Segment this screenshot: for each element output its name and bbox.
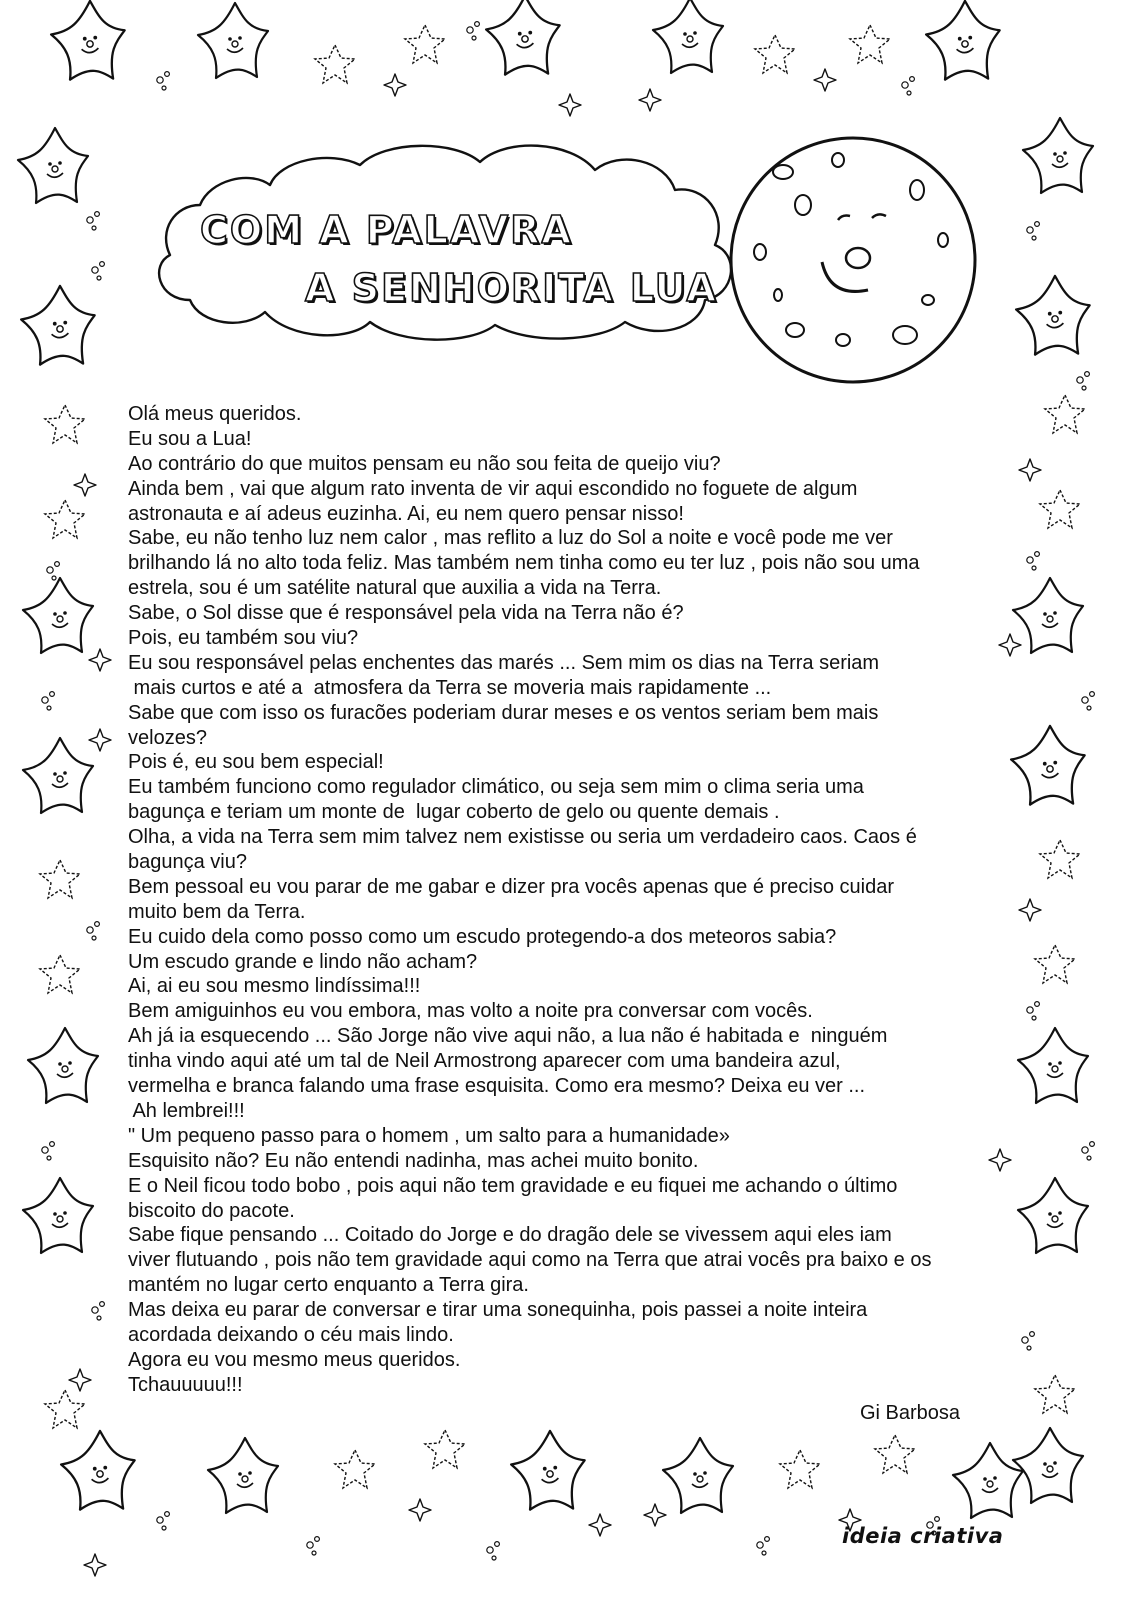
sparkle-icon xyxy=(74,474,96,496)
letter-line: Sabe, eu não tenho luz nem calor , mas reflito a luz do Sol a noite e você pode me ver xyxy=(128,527,893,550)
title-line-1: COM A PALAVRA xyxy=(200,208,573,252)
sparkle-icon xyxy=(89,649,111,671)
bubble-dots-icon xyxy=(1027,222,1040,240)
bubble-dots-icon xyxy=(47,562,60,580)
dashed-star-icon xyxy=(335,1450,375,1488)
smiling-star-icon xyxy=(511,1431,585,1510)
bubble-dots-icon xyxy=(902,77,915,95)
letter-line: Pois é, eu sou bem especial! xyxy=(128,751,384,774)
letter-line: Ao contrário do que muitos pensam eu não sou feita de queijo viu? xyxy=(128,452,721,475)
dashed-star-icon xyxy=(40,860,80,898)
smiling-star-icon xyxy=(18,128,88,203)
smiling-star-icon xyxy=(198,3,268,78)
bubble-dots-icon xyxy=(1082,692,1095,710)
letter-line: velozes? xyxy=(128,726,207,749)
smiling-star-icon xyxy=(28,1028,98,1103)
letter-line: bagunça e teriam um monte de lugar coberto de gelo ou quente demais . xyxy=(128,801,780,824)
dashed-star-icon xyxy=(405,25,445,63)
dashed-star-icon xyxy=(850,25,890,63)
smiling-star-icon xyxy=(926,1,1000,80)
letter-line: Ah lembrei!!! xyxy=(128,1099,245,1122)
letter-line: Eu cuido dela como posso como um escudo protegendo-a dos meteoros sabia? xyxy=(128,925,837,948)
letter-line: Tchauuuuu!!! xyxy=(128,1373,243,1396)
letter-line: Olha, a vida na Terra sem mim talvez nem existisse ou seria um verdadeiro caos. Caos é xyxy=(128,826,917,849)
dashed-star-icon xyxy=(1040,490,1080,528)
dashed-star-icon xyxy=(1045,395,1085,433)
smiling-star-icon xyxy=(653,0,723,73)
dashed-star-icon xyxy=(40,955,80,993)
letter-line: Eu também funciono como regulador climático, ou seja sem mim o clima seria uma xyxy=(128,776,864,799)
letter-line: Esquisito não? Eu não entendi nadinha, mas achei muito bonito. xyxy=(128,1149,699,1172)
letter-line: Um escudo grande e lindo não acham? xyxy=(128,950,478,973)
dashed-star-icon xyxy=(780,1450,820,1488)
letter-line: Eu sou a Lua! xyxy=(128,427,252,450)
sparkle-icon xyxy=(639,89,661,111)
letter-line: mantém no lugar certo enquanto a Terra gira. xyxy=(128,1274,529,1297)
dashed-star-icon xyxy=(875,1435,915,1473)
dashed-star-icon xyxy=(425,1430,465,1468)
letter-line: Pois, eu também sou viu? xyxy=(128,627,359,650)
letter-line: brilhando lá no alto toda feliz. Mas também nem tinha como eu ter luz , pois não sou uma xyxy=(128,552,920,575)
letter-line: Sabe fique pensando ... Coitado do Jorge e do dragão dele se vivessem aqui eles iam xyxy=(128,1224,892,1247)
letter-line: Ah já ia esquecendo ... São Jorge não vive aqui não, a lua não é habitada e ninguém xyxy=(128,1025,888,1048)
letter-line: biscoito do pacote. xyxy=(128,1199,295,1222)
letter-line: tinha vindo aqui até um tal de Neil Armostrong aparecer com uma bandeira azul, xyxy=(128,1050,841,1073)
bubble-dots-icon xyxy=(157,72,170,90)
letter-line: Eu sou responsável pelas enchentes das marés ... Sem mim os dias na Terra seriam xyxy=(128,651,880,674)
bubble-dots-icon xyxy=(757,1537,770,1555)
dashed-star-icon xyxy=(45,500,85,538)
letter-line: Olá meus queridos. xyxy=(128,403,302,425)
letter-line: bagunça viu? xyxy=(128,851,247,874)
letter-line: Ainda bem , vai que algum rato inventa de vir aqui escondido no foguete de algum xyxy=(128,477,858,500)
smiling-star-icon xyxy=(1023,118,1093,193)
bubble-dots-icon xyxy=(487,1542,500,1560)
sparkle-icon xyxy=(84,1554,106,1576)
letter-body xyxy=(128,402,1033,1398)
sparkle-icon xyxy=(814,69,836,91)
letter-line: Mas deixa eu parar de conversar e tirar uma sonequinha, pois passei a noite inteira xyxy=(128,1299,868,1322)
bubble-dots-icon xyxy=(87,922,100,940)
bubble-dots-icon xyxy=(92,262,105,280)
letter-line: Agora eu vou mesmo meus queridos. xyxy=(128,1348,461,1371)
sparkle-icon xyxy=(384,74,406,96)
smiling-star-icon xyxy=(1016,276,1090,355)
bubble-dots-icon xyxy=(467,22,480,40)
letter-line: vermelha e branca falando uma frase esquisita. Como era mesmo? Deixa eu ver ... xyxy=(128,1075,866,1098)
bubble-dots-icon xyxy=(42,1142,55,1160)
smiling-star-icon xyxy=(23,578,93,653)
dashed-star-icon xyxy=(1035,1375,1075,1413)
smiling-moon-icon xyxy=(731,138,975,382)
letter-line: astronauta e aí adeus euzinha. Ai, eu nem quero pensar nisso! xyxy=(128,502,684,525)
dashed-star-icon xyxy=(1040,840,1080,878)
smiling-star-icon xyxy=(23,1178,93,1253)
letter-line: " Um pequeno passo para o homem , um salto para a humanidade» xyxy=(128,1124,730,1147)
bubble-dots-icon xyxy=(92,1302,105,1320)
letter-line: Bem pessoal eu vou parar de me gabar e dizer pra vocês apenas que é preciso cuidar xyxy=(128,875,895,898)
title-line-2: A SENHORITA LUA xyxy=(305,266,718,310)
dashed-star-icon xyxy=(45,1390,85,1428)
letter-line: muito bem da Terra. xyxy=(128,900,306,923)
letter-line: Ai, ai eu sou mesmo lindíssima!!! xyxy=(128,975,421,998)
sparkle-icon xyxy=(409,1499,431,1521)
letter-line: acordada deixando o céu mais lindo. xyxy=(128,1323,454,1346)
letter-line: E o Neil ficou todo bobo , pois aqui não tem gravidade e eu fiquei me achando o último xyxy=(128,1174,898,1197)
sparkle-icon xyxy=(559,94,581,116)
dashed-star-icon xyxy=(315,45,355,83)
brand-logo-text: ideia criativa xyxy=(842,1524,1004,1548)
bubble-dots-icon xyxy=(42,692,55,710)
bubble-dots-icon xyxy=(1082,1142,1095,1160)
letter-line: viver flutuando , pois não tem gravidade aqui como na Terra que atrai vocês pra baixo e os xyxy=(128,1249,932,1272)
smiling-star-icon xyxy=(51,1,125,80)
bubble-dots-icon xyxy=(1077,372,1090,390)
sparkle-icon xyxy=(589,1514,611,1536)
letter-line: Bem amiguinhos eu vou embora, mas volto a noite pra conversar com vocês. xyxy=(128,1000,813,1023)
smiling-star-icon xyxy=(61,1431,134,1510)
smiling-star-icon xyxy=(208,1438,278,1513)
bubble-dots-icon xyxy=(157,1512,170,1530)
letter-line: Sabe que com isso os furacões poderiam durar meses e os ventos seriam bem mais xyxy=(128,701,879,724)
bubble-dots-icon xyxy=(87,212,100,230)
letter-line: estrela, sou é um satélite natural que auxilia a vida na Terra. xyxy=(128,577,662,600)
sparkle-icon xyxy=(69,1369,91,1391)
smiling-star-icon xyxy=(663,1438,733,1513)
bubble-dots-icon xyxy=(307,1537,320,1555)
smiling-star-icon xyxy=(1013,1428,1083,1503)
letter-line: mais curtos e até a atmosfera da Terra se moveria mais rapidamente ... xyxy=(128,676,772,699)
smiling-star-icon xyxy=(486,0,560,75)
dashed-star-icon xyxy=(1035,945,1075,983)
dashed-star-icon xyxy=(45,405,85,443)
dashed-star-icon xyxy=(755,35,795,73)
letter-line: Sabe, o Sol disse que é responsável pela vida na Terra não é? xyxy=(128,602,684,625)
sparkle-icon xyxy=(644,1504,666,1526)
smiling-star-icon xyxy=(23,738,93,813)
author-signature: Gi Barbosa xyxy=(860,1402,961,1424)
smiling-star-icon xyxy=(953,1443,1023,1518)
sparkle-icon xyxy=(89,729,111,751)
smiling-star-icon xyxy=(21,286,95,365)
